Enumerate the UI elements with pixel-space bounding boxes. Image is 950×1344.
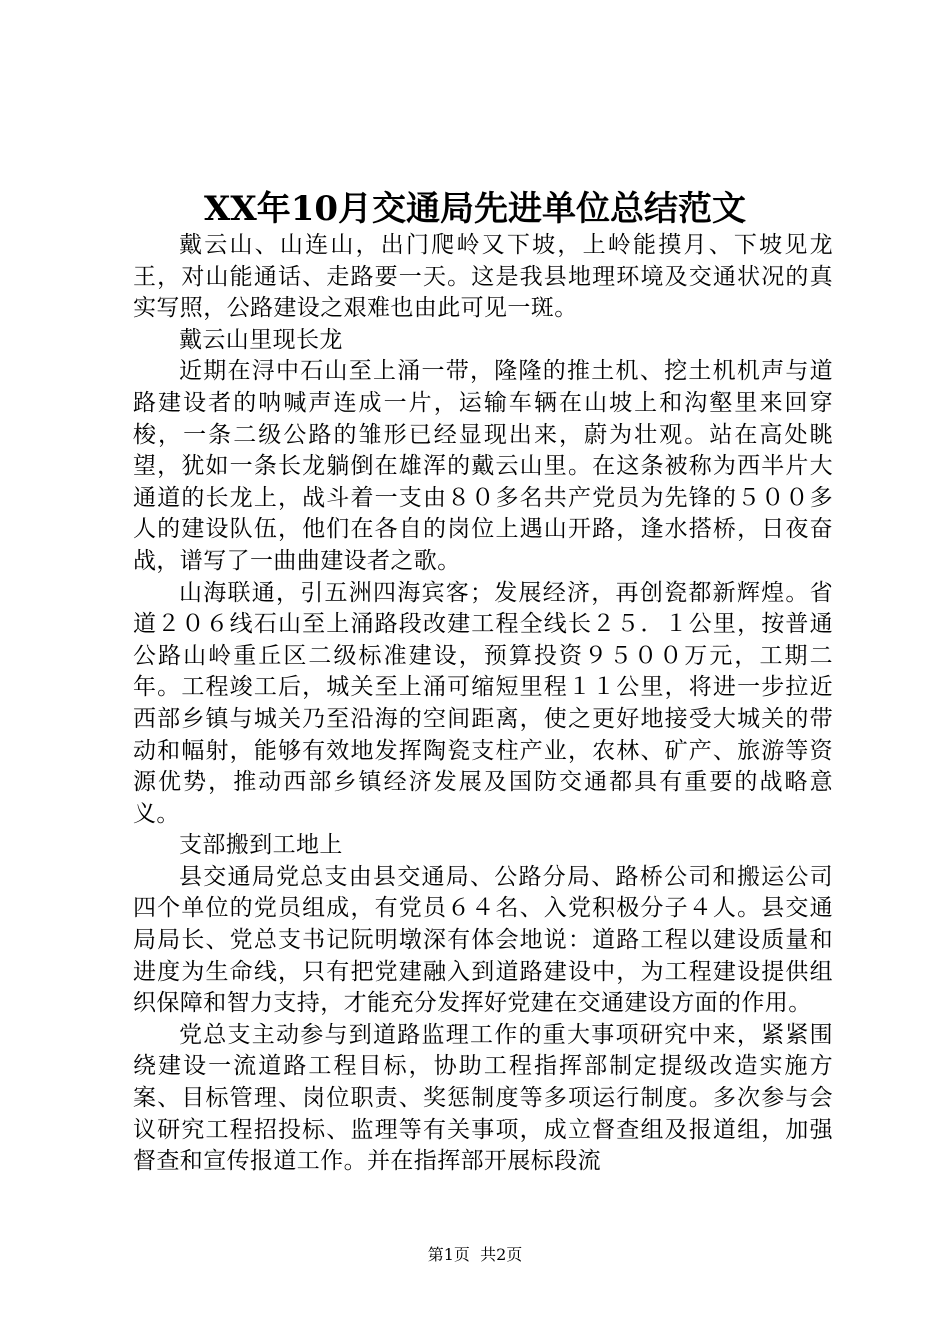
page-footer (0, 1244, 950, 1266)
paragraph-supervision: 党总支主动参与到道路监理工作的重大事项研究中来，紧紧围绕建设一流道路工程目标，协助工程指挥部制定提级改造实施方案、目标管理、岗位职责、奖惩制度等多项运行制度。多次参与会议研究工程招投标、监理等有关事项，成立督查组及报道组，加强督查和宣传报道工作。并在指挥部开展标段流 (133, 1021, 833, 1175)
paragraph-project-details: 山海联通，引五洲四海宾客；发展经济，再创瓷都新辉煌。省道２０６线石山至上涌路段改建工程全线长２５．１公里，按普通公路山岭重丘区二级标准建设，预算投资９５００万元，工期二年。工程竣工后，城关至上涌可缩短里程１１公里，将进一步拉近西部乡镇与城关乃至沿海的空间距离，使之更好地接受大城关的带动和幅射，能够有效地发挥陶瓷支柱产业，农林、矿产、旅游等资源优势，推动西部乡镇经济发展及国防交通都具有重要的战略意义。 (133, 579, 833, 827)
section-heading-branch-on-site: 支部搬到工地上 (179, 832, 343, 859)
document-body (133, 230, 833, 1178)
document-title: XX年10月交通局先进单位总结范文 (203, 189, 747, 229)
page-number: 第1页 (427, 1245, 470, 1264)
section-heading-long-dragon: 戴云山里现长龙 (179, 326, 343, 353)
paragraph-party-branch: 县交通局党总支由县交通局、公路分局、路桥公司和搬运公司四个单位的党员组成，有党员６４名、入党积极分子４人。县交通局局长、党总支书记阮明墩深有体会地说：道路工程以建设质量和进度为生命线，只有把党建融入到道路建设中，为工程建设提供组织保障和智力支持，才能充分发挥好党建在交通建设方面的作用。 (133, 863, 833, 1017)
paragraph-construction-scene: 近期在浔中石山至上涌一带，隆隆的推土机、挖土机机声与道路建设者的呐喊声连成一片，运输车辆在山坡上和沟壑里来回穿梭，一条二级公路的雏形已经显现出来，蔚为壮观。站在高处眺望，犹如一条长龙躺倒在雄浑的戴云山里。在这条被称为西半片大通道的长龙上，战斗着一支由８０多名共产党员为先锋的５００多人的建设队伍，他们在各自的岗位上遇山开路，逢水搭桥，日夜奋战，谱写了一曲曲建设者之歌。 (133, 358, 833, 574)
paragraph-intro: 戴云山、山连山，出门爬岭又下坡，上岭能摸月、下坡见龙王，对山能通话、走路要一天。这是我县地理环境及交通状况的真实写照，公路建设之艰难也由此可见一斑。 (133, 232, 833, 322)
page-total: 共2页 (480, 1245, 523, 1264)
footer-spacer (470, 1245, 480, 1264)
